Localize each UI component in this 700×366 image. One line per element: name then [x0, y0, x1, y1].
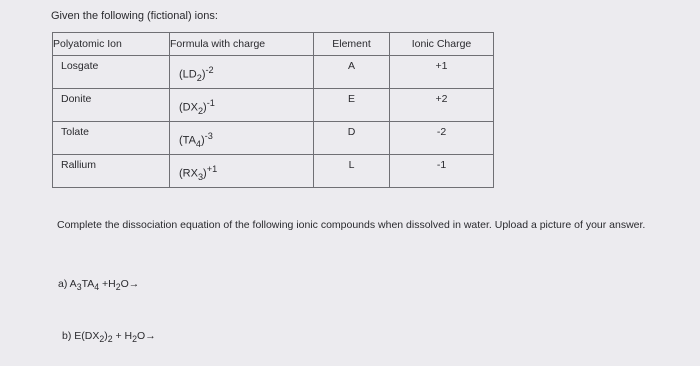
element-symbol: E	[347, 93, 355, 105]
table-row	[53, 56, 494, 89]
instruction-text: Complete the dissociation equation of the following ionic compounds when dissolved in water. Upload a picture of your answer.	[57, 219, 646, 231]
ionic-charge: -1	[436, 159, 447, 171]
question-b: b) $E(DX_2)_2 + H_2O\to$	[62, 330, 156, 345]
ion-formula: $(DX_2)^{-1}$	[179, 98, 215, 116]
header-ionic-charge: Ionic Charge	[390, 33, 494, 56]
ionic-charge: +1	[435, 60, 448, 72]
element-symbol: A	[347, 60, 355, 72]
element-cell	[314, 155, 390, 188]
element-symbol: L	[348, 159, 355, 171]
table-row	[53, 122, 494, 155]
ion-name-cell	[53, 56, 170, 89]
formula-cell	[170, 122, 314, 155]
ion-formula: $(RX_3)^{+1}$	[179, 164, 218, 182]
element-symbol: D	[347, 126, 356, 138]
ion-name: Losgate	[61, 60, 99, 72]
header-polyatomic-ion: Polyatomic Ion	[53, 33, 170, 56]
ion-name: Donite	[61, 93, 92, 105]
charge-cell	[390, 155, 494, 188]
header-formula: Formula with charge	[170, 33, 314, 56]
element-cell	[314, 122, 390, 155]
formula-cell	[170, 89, 314, 122]
element-cell	[314, 56, 390, 89]
ions-table	[52, 32, 494, 188]
charge-cell	[390, 89, 494, 122]
table-header-row	[53, 33, 494, 56]
formula-cell	[170, 155, 314, 188]
charge-cell	[390, 56, 494, 89]
ionic-charge: +2	[435, 93, 448, 105]
ion-name-cell	[53, 89, 170, 122]
table-row	[53, 155, 494, 188]
table-row	[53, 89, 494, 122]
question-a: a) $A_3TA_4 +H_2O\to$	[58, 278, 140, 293]
ion-formula: $(LD_2)^{-2}$	[179, 65, 214, 83]
formula-cell	[170, 56, 314, 89]
element-cell	[314, 89, 390, 122]
ion-name: Tolate	[61, 126, 90, 138]
charge-cell	[390, 122, 494, 155]
ion-name-cell	[53, 122, 170, 155]
ion-formula: $(TA_4)^{-3}$	[179, 131, 213, 149]
ion-name-cell	[53, 155, 170, 188]
header-element: Element	[314, 33, 390, 56]
ion-name: Rallium	[61, 159, 97, 171]
ionic-charge: -2	[436, 126, 447, 138]
intro-text: Given the following (fictional) ions:	[51, 10, 218, 22]
